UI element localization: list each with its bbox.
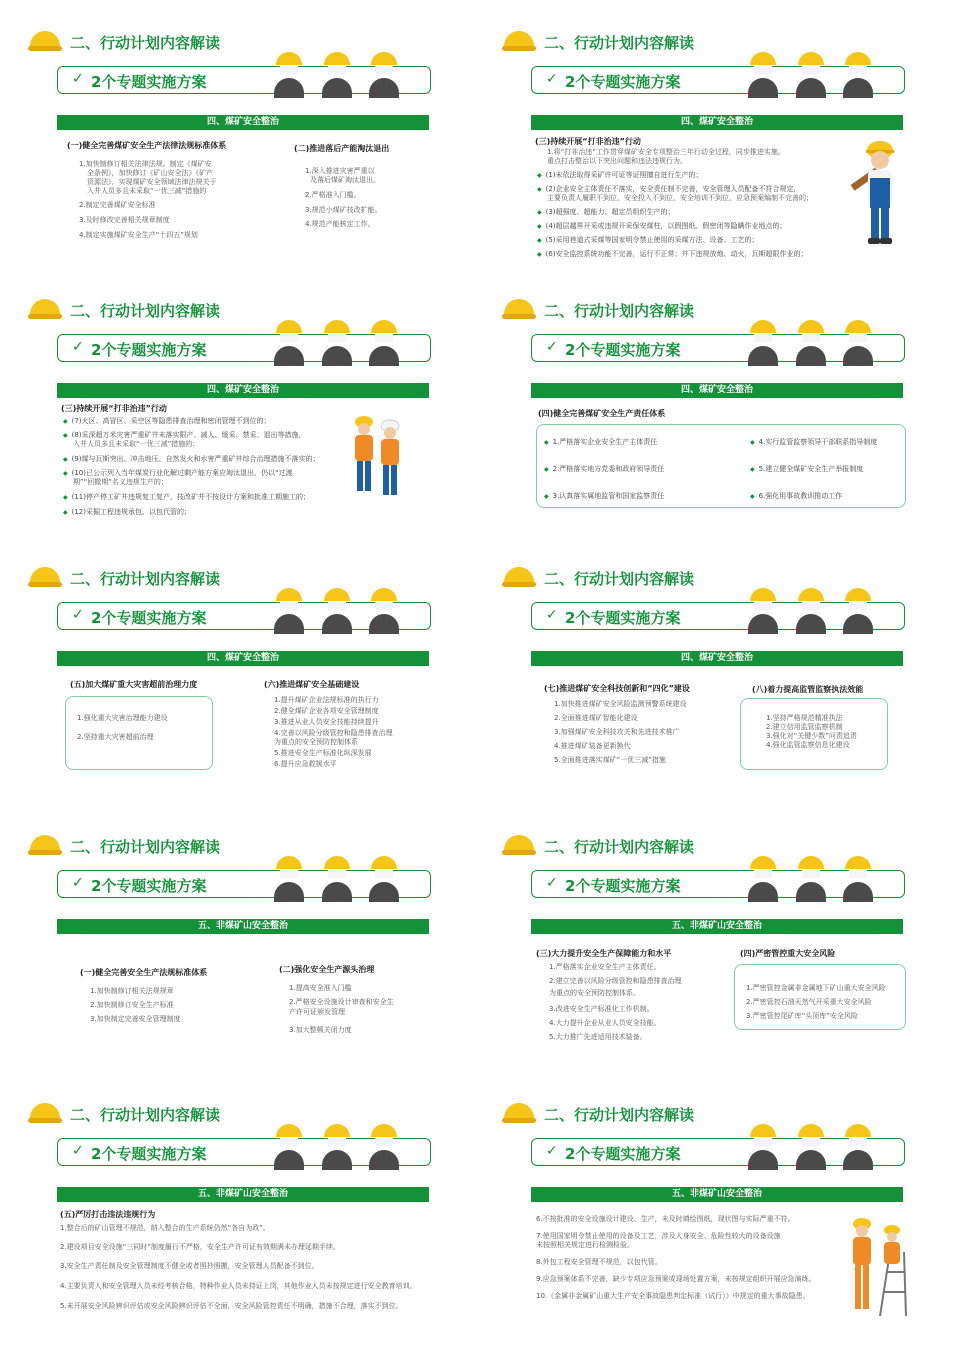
heading: (八)着力提高监管监察执法效能 — [752, 685, 864, 694]
slide-1 — [0, 0, 480, 268]
topic-banner: ✓ 2个专题实施方案 — [57, 1138, 431, 1166]
list-item: 6.不按批准的安全设施设计建设、生产，未及时填绘图纸，现状图与实际严重不符。 — [536, 1215, 795, 1223]
list-item: ◆ 2.严格落实地方党委和政府领导责任 — [544, 465, 664, 474]
list-item: 资源法》，实现煤矿安全领域法律法规关于 — [87, 178, 217, 186]
heading: (三)大力提升安全生产保障能力和水平 — [536, 949, 672, 958]
list-item: 2.建立信用监管监察机制 — [766, 723, 843, 731]
helmet-icon — [28, 299, 62, 321]
topic-banner: ✓ 2个专题实施方案 — [57, 870, 431, 898]
list-item: 2.建立完善以风险分级管控和隐患排查治理 — [549, 977, 682, 985]
list-item: 1.加快推进煤矿安全风险监测预警系统建设 — [554, 700, 687, 708]
workers-icon — [750, 856, 874, 902]
heading: (三)持续开展“打非治违”行动 — [535, 137, 641, 146]
list-item: 2.坚持重大灾害超前治理 — [77, 733, 154, 741]
list-item: 4.推进煤矿装备更新换代 — [554, 742, 631, 750]
list-item: 4.主要负责人和安全管理人员未经考核合格，特种作业人员未持证上岗，其他作业人员未按规定进行安全教育培训。 — [60, 1282, 417, 1290]
list-item: 8.外包工程安全管理不规范，以包代管。 — [536, 1258, 662, 1266]
heading: (六)推进煤矿安全基础建设 — [264, 680, 360, 689]
slide-2 — [474, 0, 954, 268]
list-item: 1.提升煤矿企业法规标准的执行力 — [274, 696, 379, 704]
section-title: 二、行动计划内容解读 — [28, 296, 220, 324]
check-icon: ✓ — [72, 1143, 84, 1159]
list-item: 2.建设项目安全设施“三同时”制度履行不严格，安全生产许可证有效期满未办理延期手续。 — [60, 1243, 340, 1251]
section-bar: 四、煤矿安全整治 — [57, 383, 429, 398]
helmet-icon — [502, 567, 536, 589]
workers-icon — [276, 52, 400, 98]
slide-4 — [474, 268, 954, 536]
check-icon: ✓ — [546, 71, 558, 87]
list-item: 2.制定完善煤矿安全标准 — [79, 201, 156, 209]
list-item: 1.加快制修订相关法律法规。制定《煤矿安 — [79, 160, 212, 168]
workers-icon — [276, 856, 400, 902]
workers-icon — [750, 588, 874, 634]
list-item: ◆ (10)已公示列入当年煤炭行业化解过剩产能方案应淘汰退出，仍以“过渡 — [63, 469, 293, 478]
list-item: 4.完善以风险分级管控和隐患排查治理 — [274, 729, 393, 737]
slide-10 — [474, 1072, 954, 1340]
section-bar: 四、煤矿安全整治 — [531, 651, 903, 666]
list-item: ◆ (6)安全监控系统功能不完善，运行不正常；井下违规放炮、动火，瓦斯超限作业的； — [537, 250, 808, 259]
section-bar: 五、非煤矿山安全整治 — [57, 1187, 429, 1202]
list-item: 2.严格准入门槛。 — [305, 191, 361, 199]
topic-banner: ✓ 2个专题实施方案 — [531, 1138, 905, 1166]
section-bar: 四、煤矿安全整治 — [531, 115, 903, 130]
list-item: 2.健全煤矿企业各项安全管理制度 — [274, 707, 379, 715]
check-icon: ✓ — [72, 71, 84, 87]
list-item: 4.制定实施煤矿安全生产“十四五”规划 — [79, 231, 198, 239]
workers-illustration — [346, 414, 408, 500]
list-item: 3.加快制定完善安全管理制度 — [90, 1015, 181, 1023]
list-item: 1.坚持严格规范精准执法 — [766, 714, 843, 722]
helmet-icon — [28, 567, 62, 589]
slide-3 — [0, 268, 480, 536]
list-item: 4.规范产能核定工作。 — [305, 220, 375, 228]
list-item: 为重点的安全预防控制体系。 — [549, 989, 640, 997]
workers-icon — [750, 52, 874, 98]
list-item: ◆ (8)采深超万米灾害严重矿井未落实限产、减人、缓采、禁采、退出等措施， — [63, 431, 306, 440]
topic-banner: ✓ 2个专题实施方案 — [531, 602, 905, 630]
workers-icon — [750, 1124, 874, 1170]
list-item: 为重点的安全预防控制体系 — [274, 738, 358, 746]
topic-banner: ✓ 2个专题实施方案 — [531, 870, 905, 898]
list-item: ◆ (7)火区、高冒区、采空区等隐患排查治理和密闭管理不到位的； — [63, 417, 271, 426]
helmet-icon — [502, 1103, 536, 1125]
heading: (二)推进落后产能淘汰退出 — [294, 144, 390, 153]
list-item: 1.严格落实企业安全生产主体责任。 — [549, 963, 661, 971]
section-title: 二、行动计划内容解读 — [28, 28, 220, 56]
topic-banner: ✓ 2个专题实施方案 — [57, 334, 431, 362]
topic-banner: ✓ 2个专题实施方案 — [531, 334, 905, 362]
section-bar: 五、非煤矿山安全整治 — [531, 919, 903, 934]
list-item: ◆ (3)超强度、超能力、超定员组织生产的； — [537, 208, 675, 217]
list-item: 1.整合后的矿山管理不规范，纳入整合的生产系统仍然“各自为政”。 — [60, 1224, 270, 1232]
section-bar: 四、煤矿安全整治 — [57, 651, 429, 666]
helmet-icon — [28, 835, 62, 857]
heading: (五)严厉打击违法违规行为 — [60, 1210, 156, 1219]
list-item: ◆ (4)超层越界开采或违规开采保安煤柱，以假图纸、假密闭等隐瞒作业地点的； — [537, 222, 787, 231]
workers-icon — [276, 320, 400, 366]
list-item: 3.强化对“关键少数”问责追责 — [766, 732, 857, 740]
list-item: 3.严密管控尾矿库“头顶库”安全风险 — [746, 1012, 858, 1020]
check-icon: ✓ — [546, 607, 558, 623]
list-item: 及落后煤矿淘汰退出。 — [310, 176, 380, 184]
section-bar: 五、非煤矿山安全整治 — [531, 1187, 903, 1202]
section-bar: 四、煤矿安全整治 — [57, 115, 429, 130]
section-title: 二、行动计划内容解读 — [502, 296, 694, 324]
list-item: 2.全面推进煤矿智能化建设 — [554, 714, 638, 722]
heading: (一)健全完善煤矿安全生产法律法规标准体系 — [67, 141, 227, 150]
helmet-icon — [502, 299, 536, 321]
list-item: 2.严格安全设施设计审查和安全生 — [289, 998, 394, 1006]
list-item: 1.严密管控金属非金属地下矿山重大安全风险 — [746, 984, 886, 992]
list-item: ◆ 4.实行监管监察领导干部联系指导制度 — [750, 438, 877, 447]
list-item: 产许可证颁发管理 — [289, 1008, 345, 1016]
list-item: 1.提高安全准入门槛 — [289, 984, 352, 992]
list-item: 5.推进安全生产标准化纵深发展 — [274, 749, 372, 757]
list-item: ◆ 1.严格落实企业安全生产主体责任 — [544, 438, 657, 447]
section-title: 二、行动计划内容解读 — [28, 832, 220, 860]
helmet-icon — [28, 31, 62, 53]
topic-banner: ✓ 2个专题实施方案 — [57, 66, 431, 94]
list-item: 3.加强煤矿安全科技攻关和先进技术推广 — [554, 728, 680, 736]
list-item: ◆ 5.建立健全煤矿安全生产举报制度 — [750, 465, 863, 474]
helmet-icon — [502, 31, 536, 53]
workers-icon — [276, 1124, 400, 1170]
list-item: 7.使用国家明令禁止使用的设备及工艺，涉及人身安全、危险性较大的设备设施 — [536, 1232, 781, 1240]
section-title: 二、行动计划内容解读 — [502, 564, 694, 592]
check-icon: ✓ — [72, 339, 84, 355]
list-item: 重点打击整治以下突出问题和违法违规行为。 — [547, 157, 687, 165]
check-icon: ✓ — [546, 339, 558, 355]
slide-9 — [0, 1072, 480, 1340]
list-item: ◆ (1)未依法取得采矿许可证等证照擅自进行生产的； — [537, 171, 703, 180]
topic-banner: ✓ 2个专题实施方案 — [531, 66, 905, 94]
heading: (四)健全完善煤矿安全生产责任体系 — [538, 409, 666, 418]
list-item: 1.深入推进灾害严重以 — [305, 167, 375, 175]
list-item: 3.及时修改完善相关规章制度 — [79, 216, 170, 224]
list-item: 1.将“打非治违”工作贯穿煤矿安全专项整治三年行动全过程，同步推进实施。 — [547, 148, 785, 156]
list-item: 3.规范小煤矿技改扩能。 — [305, 206, 382, 214]
check-icon: ✓ — [72, 875, 84, 891]
heading: (五)加大煤矿重大灾害超前治理力度 — [70, 680, 198, 689]
topic-banner: ✓ 2个专题实施方案 — [57, 602, 431, 630]
slide-7 — [0, 804, 480, 1072]
list-item: ◆ (9)煤与瓦斯突出、冲击地压、自然发火和水害严重矿井综合治理措施不落实的； — [63, 455, 320, 464]
list-item: 3.加大整顿关闭力度 — [289, 1026, 352, 1034]
section-bar: 四、煤矿安全整治 — [531, 383, 903, 398]
section-title: 二、行动计划内容解读 — [28, 1100, 220, 1128]
check-icon: ✓ — [546, 875, 558, 891]
slide-5 — [0, 536, 480, 804]
list-item: 入井人员多且未采取“一优三减”措施的 — [87, 187, 207, 195]
list-item: 入井人员多且未采取“一优三减”措施的； — [73, 440, 200, 448]
heading: (三)持续开展“打非治违”行动 — [61, 404, 167, 413]
check-icon: ✓ — [72, 607, 84, 623]
heading: (七)推进煤矿安全科技创新和“四化”建设 — [544, 684, 690, 693]
list-item: 3.安全生产责任制及安全管理制度不健全或者照抄照搬，安全管理人员配备不到位。 — [60, 1262, 319, 1270]
list-item: 4.强化监管监察信息化建设 — [766, 741, 850, 749]
list-item: 4.大力提升企业从业人员安全技能。 — [549, 1019, 661, 1027]
list-item: 3.改进安全生产标准化工作机制。 — [549, 1005, 654, 1013]
section-title: 二、行动计划内容解读 — [28, 564, 220, 592]
workers-icon — [276, 588, 400, 634]
list-item: 未按照相关规定进行检测检验。 — [536, 1241, 634, 1249]
list-item: ◆ (11)停产停工矿井违规复工复产，技改矿井不按设计方案和批准工期施工的； — [63, 493, 310, 502]
section-bar: 五、非煤矿山安全整治 — [57, 919, 429, 934]
heading: (四)严密管控重大安全风险 — [740, 949, 836, 958]
worker-illustration — [846, 138, 908, 248]
list-item: 全条例》，加快修订《矿山安全法》《矿产 — [87, 169, 213, 177]
list-item: ◆ (5)采用巷道式采煤等国家明令禁止使用的采煤方法、设备、工艺的； — [537, 236, 759, 245]
list-item: 10.《金属非金属矿山重大生产安全事故隐患判定标准（试行）》中规定的重大事故隐患。 — [536, 1292, 810, 1300]
section-title: 二、行动计划内容解读 — [502, 832, 694, 860]
list-item: 9.应急预案体系不完善，缺少专项应急预案或现场处置方案，未按规定组织开展应急演练。 — [536, 1275, 816, 1283]
helmet-icon — [28, 1103, 62, 1125]
heading: (一)健全完善安全生产法规标准体系 — [80, 968, 208, 977]
list-item: ◆ 3.认真落实属地监管和国家监察责任 — [544, 492, 664, 501]
list-item: 1.强化重大灾害治理能力建设 — [77, 714, 168, 722]
heading: (二)强化安全生产源头治理 — [279, 965, 375, 974]
list-item: 期”“回撤期”名义违规生产的； — [73, 478, 168, 486]
list-item: ◆ 6.强化用事故教训推动工作 — [750, 492, 842, 501]
section-title: 二、行动计划内容解读 — [502, 1100, 694, 1128]
section-title: 二、行动计划内容解读 — [502, 28, 694, 56]
list-item: 5.大力推广先进适用技术装备。 — [549, 1033, 647, 1041]
check-icon: ✓ — [546, 1143, 558, 1159]
slide-8 — [474, 804, 954, 1072]
list-item: 2.严密管控石油天然气开采重大安全风险 — [746, 998, 872, 1006]
list-item: ◆ (2)企业安全主体责任不落实，安全责任制不完善，安全管理人员配备不符合规定， — [537, 185, 801, 194]
workers-ladder-illustration — [846, 1216, 908, 1318]
list-item: 2.加快制修订安全生产标准 — [90, 1001, 174, 1009]
list-item: 3.推进从业人员安全技能持续提升 — [274, 718, 379, 726]
list-item: 1.加快制修订相关法规规章 — [90, 987, 174, 995]
workers-icon — [750, 320, 874, 366]
list-item: ◆ (12)采掘工程违规承包、以包代管的； — [63, 508, 191, 517]
list-item: 主要负责人履职不到位，安全投入不到位，安全培训不到位，应急预案编制不完善的； — [547, 194, 813, 202]
list-item: 6.提升应急救援水平 — [274, 760, 337, 768]
helmet-icon — [502, 835, 536, 857]
list-item: 5.全面推进落实煤矿“一优三减”措施 — [554, 756, 666, 764]
list-item: 5.未开展安全风险辨识评估或安全风险辨识评估不全面，安全风险管控责任不明确，措施不合理，落实不到位。 — [60, 1302, 403, 1310]
slide-6 — [474, 536, 954, 804]
